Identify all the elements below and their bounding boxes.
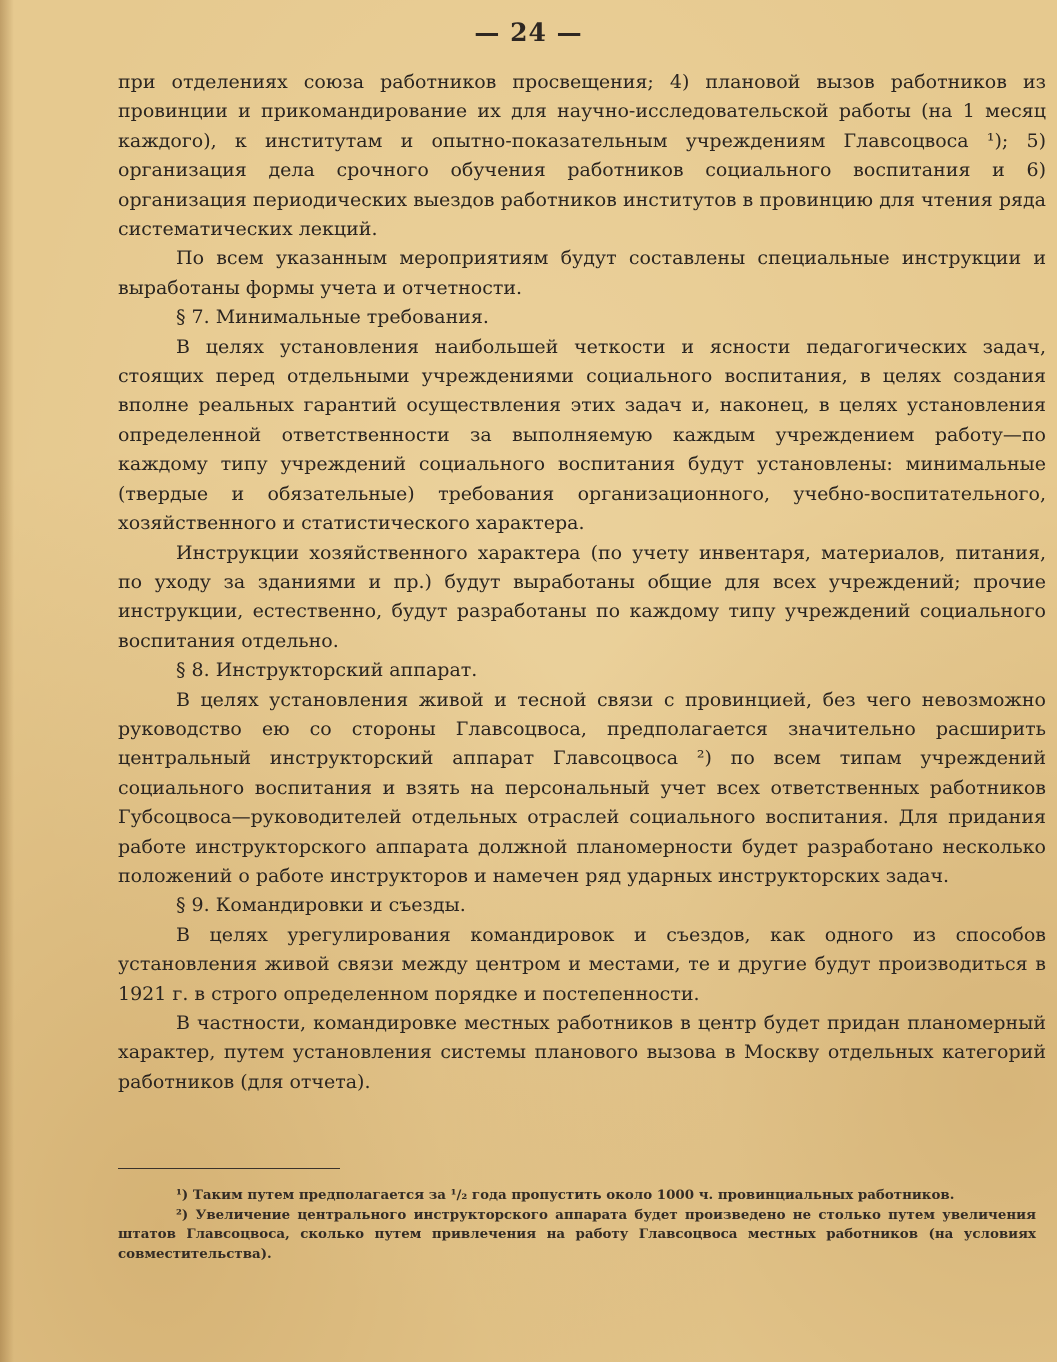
section-heading: § 9. Командировки и съезды. xyxy=(176,894,466,917)
page-number: — 24 — xyxy=(474,18,583,47)
paragraph: Инструкции хозяйственного характера (по учету инвентаря, материалов, питания, по уходу за зданиями и пр.) будут выработаны общие для всех учреждений; прочие инструкции, естественно, будут разработаны по каждому типу учреждений социального воспитания отдельно. xyxy=(118,541,1046,652)
page-edge-shadow xyxy=(0,0,14,1362)
paragraph: По всем указанным мероприятиям будут составлены специальные инструкции и выработаны формы учета и отчетности. xyxy=(118,247,1046,299)
paragraph: В целях установления наибольшей четкости и ясности педагогических задач, стоящих перед отдельными учреждениями социального воспитания, в целях создания вполне реальных гарантий осуществления этих задач и, наконец, в целях установления определенной ответственности за выполняемую каждым учреждением работу—по каждому типу учреждений социального воспитания будут установлены: минимальные (твердые и обязательные) требования организационного, учебно-воспитательного, хозяйственного и статистического характера. xyxy=(118,335,1046,535)
footnote: ¹) Таким путем предполагается за ¹/₂ года пропустить около 1000 ч. провинциальных работников. xyxy=(176,1187,955,1203)
footnote-divider xyxy=(118,1168,340,1169)
footnote: ²) Увеличение центрального инструкторского аппарата будет произведено не столько путем увеличения штатов Главсоцвоса, сколько путем привлечения на работу Главсоцвоса местных работников (на условиях совместительства). xyxy=(118,1206,1036,1262)
main-text xyxy=(118,68,1046,1097)
paragraph: при отделениях союза работников просвещения; 4) плановой вызов работников из провинции и прикомандирование их для научно-исследовательской работы (на 1 месяц каждого), к институтам и опытно-показательным учреждениям Главсоцвоса ¹); 5) организация дела срочного обучения работников социального воспитания и 6) организация периодических выездов работников институтов в провинцию для чтения ряда систематических лекций. xyxy=(118,71,1046,241)
section-heading: § 8. Инструкторский аппарат. xyxy=(176,659,478,682)
paragraph: В целях установления живой и тесной связи с провинцией, без чего невозможно руководство ею со стороны Главсоцвоса, предполагается значительно расширить центральный инструкторский аппарат Главсоцвоса ²) по всем типам учреждений социального воспитания и взять на персональный учет всех ответственных работников Губсоцвоса—руководителей отдельных отраслей социального воспитания. Для придания работе инструкторского аппарата должной планомерности будет разработано несколько положений о работе инструкторов и намечен ряд ударных инструкторских задач. xyxy=(118,688,1046,887)
paragraph: В частности, командировке местных работников в центр будет придан планомерный характер, путем установления системы планового вызова в Москву отдельных категорий работников (для отчета). xyxy=(118,1012,1046,1093)
footnotes xyxy=(118,1186,1036,1264)
section-heading: § 7. Минимальные требования. xyxy=(176,306,489,329)
paragraph: В целях урегулирования командировок и съездов, как одного из способов установления живой связи между центром и местами, те и другие будут производиться в 1921 г. в строго определенном порядке и постепенности. xyxy=(118,923,1046,1005)
